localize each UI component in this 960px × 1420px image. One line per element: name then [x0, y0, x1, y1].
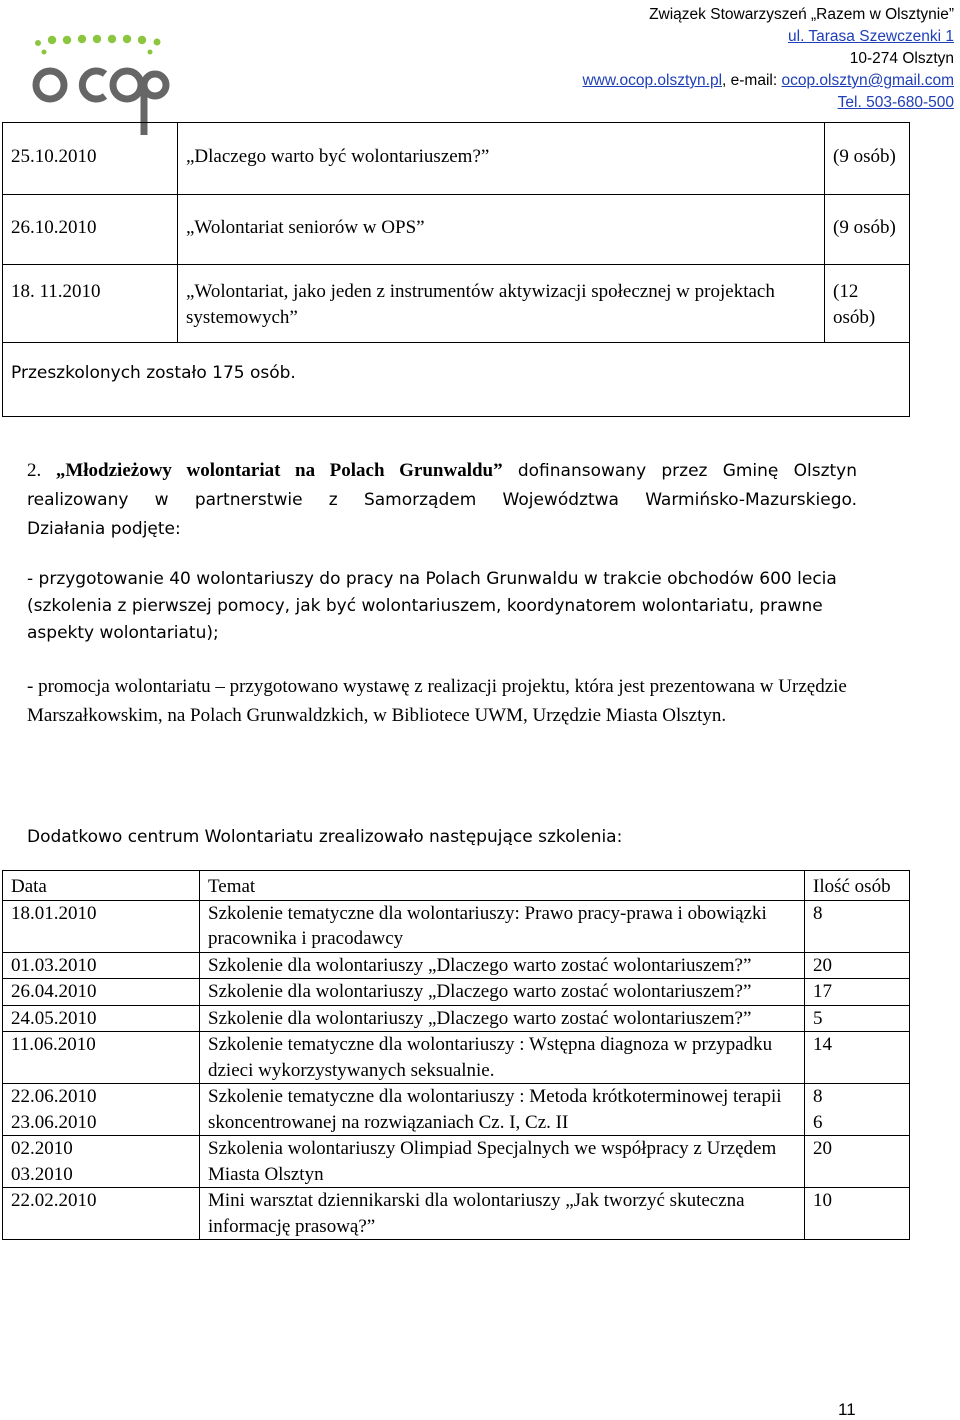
table-row [3, 123, 910, 195]
topic-cell: Szkolenie dla wolontariuszy „Dlaczego warto zostać wolontariuszem?” [200, 1005, 805, 1032]
section-2-line-1 [27, 456, 857, 486]
topic-cell: Szkolenie dla wolontariuszy „Dlaczego warto zostać wolontariuszem?” [200, 952, 805, 979]
organization-contact [582, 4, 954, 114]
trainings-table-1 [2, 122, 910, 417]
title-cell: „Wolontariat, jako jeden z instrumentów aktywizacji społecznej w projektach systemowych” [178, 265, 825, 343]
section-2 [27, 456, 857, 544]
section-2-line-2: realizowany w partnerstwie z Samorządem Województwa Warmińsko-Mazurskiego. [27, 490, 857, 510]
org-street[interactable]: ul. Tarasa Szewczenki 1 [788, 28, 954, 45]
date-cell: 24.05.2010 [3, 1005, 200, 1032]
topic-cell: Szkolenie tematyczne dla wolontariuszy : Wstępna diagnoza w przypadku dzieci wykorzystywanych seksualnie. [200, 1032, 805, 1084]
table-row [3, 195, 910, 265]
date-cell: 22.02.2010 [3, 1188, 200, 1240]
count-cell: 17 [805, 979, 910, 1006]
org-city: 10-274 Olsztyn [849, 50, 954, 67]
date-cell: 11.06.2010 [3, 1032, 200, 1084]
section-2-line-3: Działania podjęte: [27, 519, 181, 539]
date-cell: 18. 11.2010 [3, 265, 178, 343]
title-cell: „Dlaczego warto być wolontariuszem?” [178, 123, 825, 195]
website-link[interactable]: www.ocop.olsztyn.pl [582, 72, 723, 89]
header-date: Data [3, 871, 200, 901]
org-phone[interactable]: Tel. 503-680-500 [837, 94, 954, 111]
section-number: 2. [27, 460, 56, 481]
summary-cell: Przeszkolonych zostało 175 osób. [3, 343, 910, 417]
count-cell: (9 osób) [825, 195, 910, 265]
header-count: Ilość osób [805, 871, 910, 901]
table-row [3, 979, 910, 1006]
org-name: Związek Stowarzyszeń „Razem w Olsztynie” [649, 6, 954, 23]
date-cell: 26.04.2010 [3, 979, 200, 1006]
table-row [3, 900, 910, 952]
count-cell: 10 [805, 1188, 910, 1240]
summary-row [3, 343, 910, 417]
date-cell: 02.2010 03.2010 [3, 1136, 200, 1188]
count-cell: (9 osób) [825, 123, 910, 195]
table-row [3, 1136, 910, 1188]
email-label: , e-mail: [722, 72, 782, 89]
topic-cell: Szkolenie tematyczne dla wolontariuszy : Metoda krótkoterminowej terapii skoncentrowanej na rozwiązaniach Cz. I, Cz. II [200, 1084, 805, 1136]
table-row [3, 952, 910, 979]
table-row [3, 1032, 910, 1084]
topic-cell: Szkolenie dla wolontariuszy „Dlaczego warto zostać wolontariuszem?” [200, 979, 805, 1006]
page-number: 11 [838, 1400, 856, 1419]
count-cell: 8 [805, 900, 910, 952]
table-row [3, 1188, 910, 1240]
count-cell: 20 [805, 952, 910, 979]
table-row [3, 265, 910, 343]
email-link[interactable]: ocop.olsztyn@gmail.com [781, 72, 954, 89]
date-cell: 26.10.2010 [3, 195, 178, 265]
date-cell: 18.01.2010 [3, 900, 200, 952]
table-row [3, 1005, 910, 1032]
action-item-1: - przygotowanie 40 wolontariuszy do pracy na Polach Grunwaldu w trakcie obchodów 600 lecia (szkolenia z pierwszej pomocy, jak być wolontariuszem, koordynatorem wolontariatu, prawne aspekty wolontariatu); [27, 569, 837, 643]
date-cell: 01.03.2010 [3, 952, 200, 979]
count-cell: 20 [805, 1136, 910, 1188]
date-cell: 22.06.2010 23.06.2010 [3, 1084, 200, 1136]
intro-paragraph: Dodatkowo centrum Wolontariatu zrealizowało następujące szkolenia: [27, 827, 623, 847]
action-item-2: - promocja wolontariatu – przygotowano wystawę z realizacji projektu, która jest prezentowana w Urzędzie Marszałkowskim, na Polach Grunwaldzkich, w Bibliotece UWM, Urzędzie Miasta Olsztyn. [27, 676, 847, 726]
title-cell: „Wolontariat seniorów w OPS” [178, 195, 825, 265]
count-cell: (12 osób) [825, 265, 910, 343]
topic-cell: Szkolenia wolontariuszy Olimpiad Specjalnych we współpracy z Urzędem Miasta Olsztyn [200, 1136, 805, 1188]
count-cell: 5 [805, 1005, 910, 1032]
section-title: „Młodzieżowy wolontariat na Polach Grunwaldu” [55, 460, 503, 481]
header-topic: Temat [200, 871, 805, 901]
topic-cell: Mini warsztat dziennikarski dla wolontariuszy „Jak tworzyć skuteczna informację prasową?” [200, 1188, 805, 1240]
date-cell: 25.10.2010 [3, 123, 178, 195]
trainings-table-2 [2, 870, 910, 1240]
count-cell: 8 6 [805, 1084, 910, 1136]
table-header-row [3, 871, 910, 901]
section-title-rest: dofinansowany przez Gminę Olsztyn [502, 461, 858, 481]
topic-cell: Szkolenie tematyczne dla wolontariuszy: Prawo pracy-prawa i obowiązki pracownika i pracodawcy [200, 900, 805, 952]
count-cell: 14 [805, 1032, 910, 1084]
table-row [3, 1084, 910, 1136]
org-web-email [582, 70, 954, 92]
